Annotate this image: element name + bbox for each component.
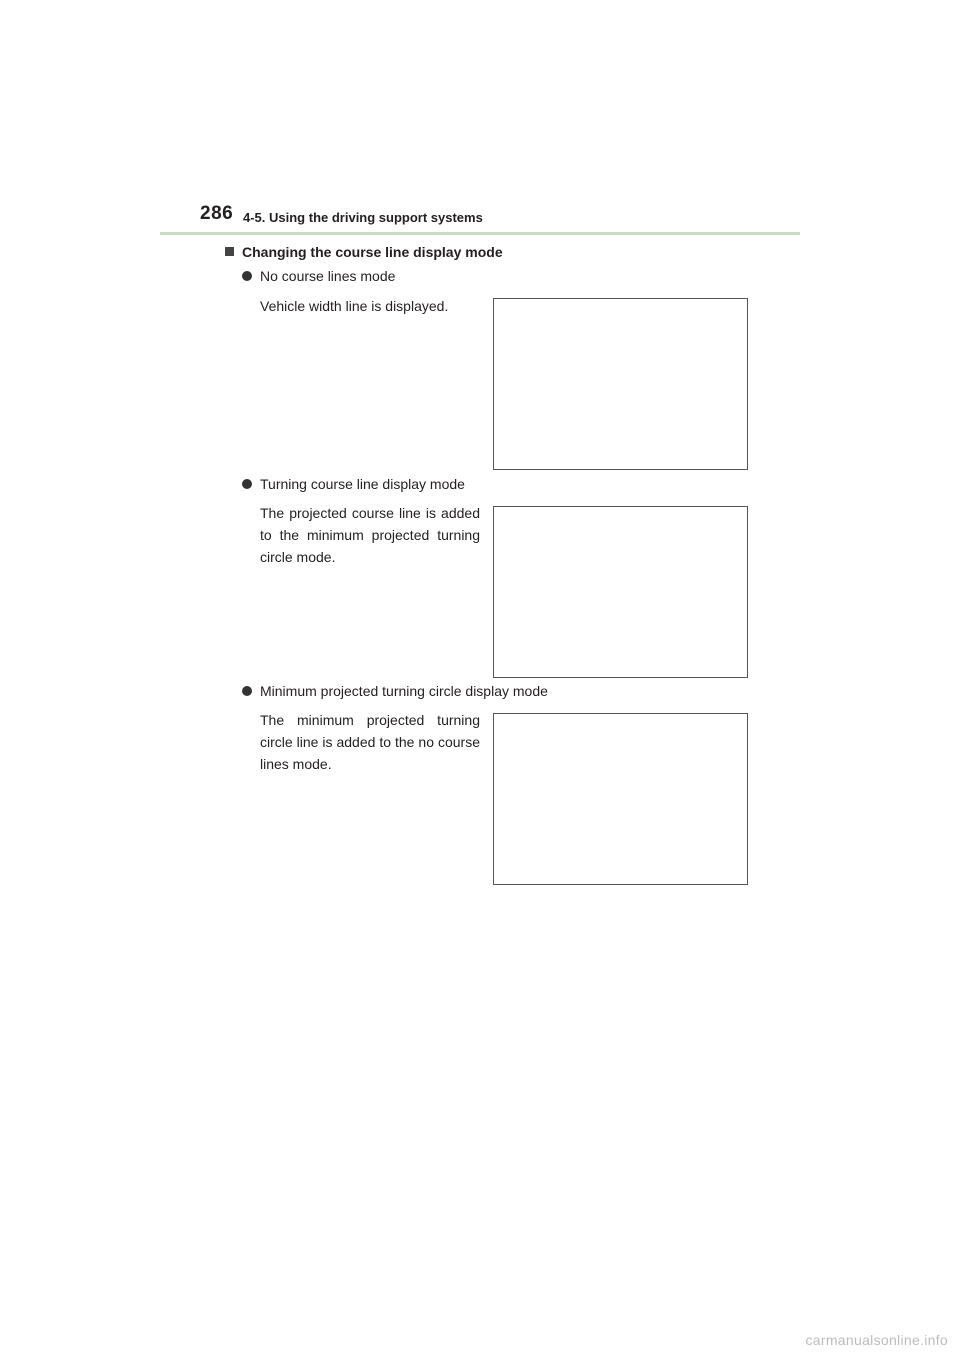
square-bullet-icon: [225, 247, 234, 256]
camera-display-image: [493, 298, 748, 470]
mode-title: No course lines mode: [260, 268, 396, 284]
camera-display-image: [493, 713, 748, 885]
mode-description: Vehicle width line is displayed.: [260, 298, 449, 314]
page-number: 286: [200, 203, 234, 224]
mode-title: Minimum projected turning circle display mode: [260, 683, 548, 699]
section-title: 4-5. Using the driving support systems: [243, 210, 483, 225]
mode-item-no-course-lines: [242, 268, 395, 284]
heading-text: Changing the course line display mode: [242, 244, 503, 260]
mode-item-turning-course-line: [242, 476, 465, 492]
mode-title: Turning course line display mode: [260, 476, 465, 492]
page-header: [200, 203, 800, 235]
mode-item-minimum-turning-circle: [242, 683, 548, 699]
watermark: carmanualsonline.info: [805, 1332, 948, 1348]
mode-description: The minimum projected turning circle line is added to the no course lines mode.: [260, 712, 480, 772]
bullet-dot-icon: [242, 686, 252, 696]
bullet-dot-icon: [242, 479, 252, 489]
camera-display-image: [493, 506, 748, 678]
bullet-dot-icon: [242, 271, 252, 281]
header-divider: [160, 232, 800, 235]
subsection-heading: [225, 244, 503, 260]
mode-description: The projected course line is added to the minimum projected turning circle mode.: [260, 505, 480, 565]
